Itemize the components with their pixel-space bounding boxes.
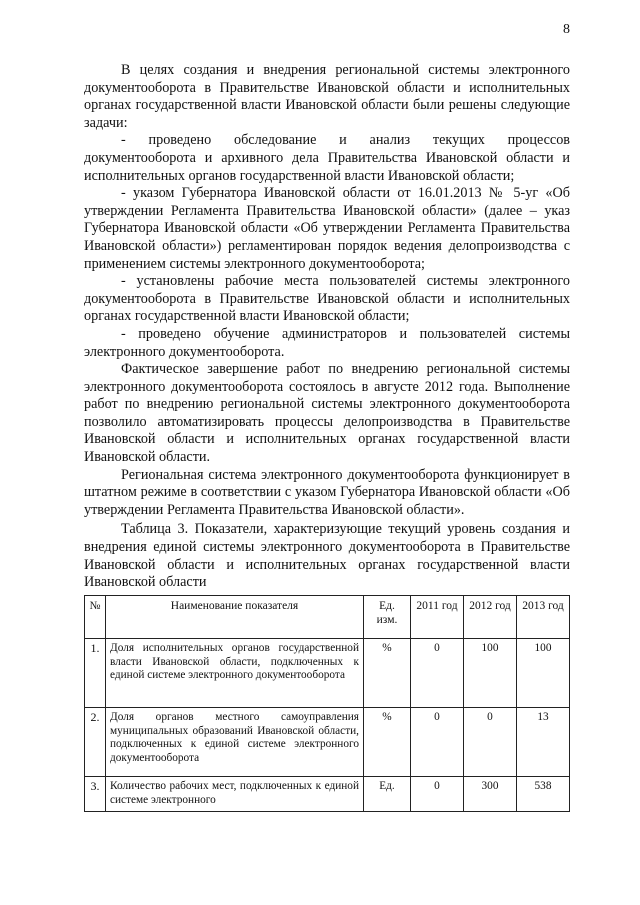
value-2011: 0 — [411, 707, 464, 776]
indicator-name: Доля органов местного самоуправления муниципальных образований Ивановской области, подключенных к единой системе электронного документооборота — [106, 707, 364, 776]
page-number: 8 — [563, 22, 570, 37]
table-row — [85, 638, 570, 707]
value-2012: 100 — [464, 638, 517, 707]
paragraph: - проведено обучение администраторов и пользователей системы электронного документооборота. — [84, 325, 570, 360]
indicator-name: Количество рабочих мест, подключенных к единой системе электронного — [106, 776, 364, 811]
value-2013: 13 — [517, 707, 570, 776]
table-row — [85, 776, 570, 811]
table-row — [85, 707, 570, 776]
header-name: Наименование показателя — [106, 595, 364, 638]
unit-cell: Ед. — [364, 776, 411, 811]
paragraph: Фактическое завершение работ по внедрению региональной системы электронного документооборота состоялось в августе 2012 года. Выполнение работ по внедрению региональной системы электронного документооборота позволило автоматизировать процессы делопроизводства в Правительстве Ивановской области и исполнительных органах государственной власти Ивановской области. — [84, 361, 570, 466]
value-2012: 0 — [464, 707, 517, 776]
value-2011: 0 — [411, 776, 464, 811]
value-2011: 0 — [411, 638, 464, 707]
header-2013: 2013 год — [517, 595, 570, 638]
row-number: 2. — [85, 707, 106, 776]
unit-cell: % — [364, 638, 411, 707]
paragraph: Региональная система электронного документооборота функционирует в штатном режиме в соответствии с указом Губернатора Ивановской области «Об утверждении Регламента Правительства Ивановской области». — [84, 466, 570, 518]
paragraph: - установлены рабочие места пользователей системы электронного документооборота в Правительстве Ивановской области и исполнительных органах государственной власти Ивановской области; — [84, 273, 570, 325]
header-2011: 2011 год — [411, 595, 464, 638]
row-number: 3. — [85, 776, 106, 811]
paragraph: В целях создания и внедрения региональной системы электронного документооборота в Правительстве Ивановской области и исполнительных органах государственной власти Ивановской области были решены следующие задачи: — [84, 62, 570, 131]
value-2013: 538 — [517, 776, 570, 811]
indicator-name: Доля исполнительных органов государственной власти Ивановской области, подключенных к единой системе электронного документооборота — [106, 638, 364, 707]
document-body — [84, 62, 570, 812]
paragraph: - проведено обследование и анализ текущих процессов документооборота и архивного дела Правительства Ивановской области и исполнительных органов государственной власти Ивановской области; — [84, 132, 570, 184]
value-2012: 300 — [464, 776, 517, 811]
header-unit: Ед. изм. — [364, 595, 411, 638]
header-2012: 2012 год — [464, 595, 517, 638]
unit-cell: % — [364, 707, 411, 776]
table-header-row — [85, 595, 570, 638]
paragraph: - указом Губернатора Ивановской области от 16.01.2013 № 5-уг «Об утверждении Регламента Правительства Ивановской области» (далее – указ Губернатора Ивановской области «Об утверждении Регламента Правительства Ивановской области») регламентирован порядок ведения делопроизводства с применением системы электронного документооборота; — [84, 185, 570, 272]
value-2013: 100 — [517, 638, 570, 707]
table-caption: Таблица 3. Показатели, характеризующие текущий уровень создания и внедрения единой системы электронного документооборота в Правительстве Ивановской области и исполнительных органах государственной власти Ивановской области — [84, 521, 570, 591]
indicators-table — [84, 595, 570, 812]
row-number: 1. — [85, 638, 106, 707]
header-number: № — [85, 595, 106, 638]
